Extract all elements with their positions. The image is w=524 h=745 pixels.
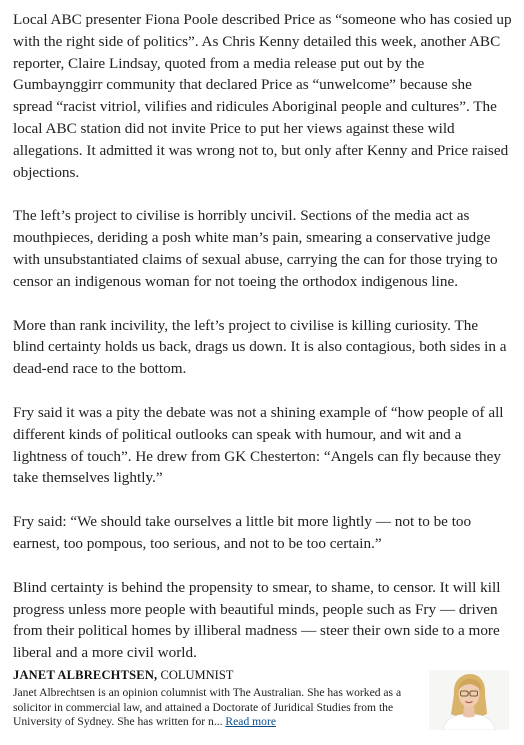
article-paragraph-1: Local ABC presenter Fiona Poole described Price as “someone who has cosied up with the right side of politics”. As Chris Kenny detailed this week, another ABC reporter, Claire Lindsay, quoted from a media release put out by the Gumbaynggirr community that declared Price as “unwelcome” because she spread “racist vitriol, vilifies and ridicules Aboriginal people and cultures”. The local ABC station did not invite Price to put her views against these wild allegations. It admitted it was wrong not to, but only after Kenny and Price raised objections. xyxy=(13,11,512,181)
read-more-link[interactable]: Read more xyxy=(225,715,276,729)
author-info xyxy=(13,666,418,730)
article-paragraph-3: More than rank incivility, the left’s project to civilise is killing curiosity. The blind certainty holds us back, drags us down. It is also contagious, both sides in a dead-end race to the bottom. xyxy=(13,316,507,378)
author-portrait-icon[interactable] xyxy=(429,670,509,730)
author-name[interactable]: JANET ALBRECHTSEN, xyxy=(13,668,158,682)
article-paragraph-5: Fry said: “We should take ourselves a little bit more lightly — not to be too earnest, too pompous, too serious, and not to be too certain.” xyxy=(13,513,472,552)
author-bio xyxy=(13,686,418,730)
article-paragraph-6: Blind certainty is behind the propensity to smear, to shame, to censor. It will kill progress unless more people with beautiful minds, people such as Fry — driven from their political homes by illiberal madness — steer their own side to a more liberal and a more civil world. xyxy=(13,578,501,662)
author-bio-text: Janet Albrechtsen is an opinion columnist with The Australian. She has worked as a solicitor in commercial law, and attained a Doctorate of Juridical Studies from the University of Sydney. She has written for n... xyxy=(13,686,402,729)
author-role: COLUMNIST xyxy=(160,668,234,682)
author-heading xyxy=(13,666,418,684)
article-paragraph-2: The left’s project to civilise is horribly uncivil. Sections of the media act as mouthpieces, deriding a posh white man’s pain, smearing a conservative judge with unsubstantiated claims of sexual abuse, carrying the can for those trying to censor an indigenous woman for not toeing the orthodox indigenous line. xyxy=(13,207,498,290)
article-paragraph-4: Fry said it was a pity the debate was not a shining example of “how people of all different kinds of political outlooks can speak with humour, and wit and a lightness of touch”. He drew from GK Chesterton: “Angels can fly because they take themselves lightly.” xyxy=(13,403,504,487)
article-body xyxy=(13,9,513,686)
author-box xyxy=(13,666,513,736)
